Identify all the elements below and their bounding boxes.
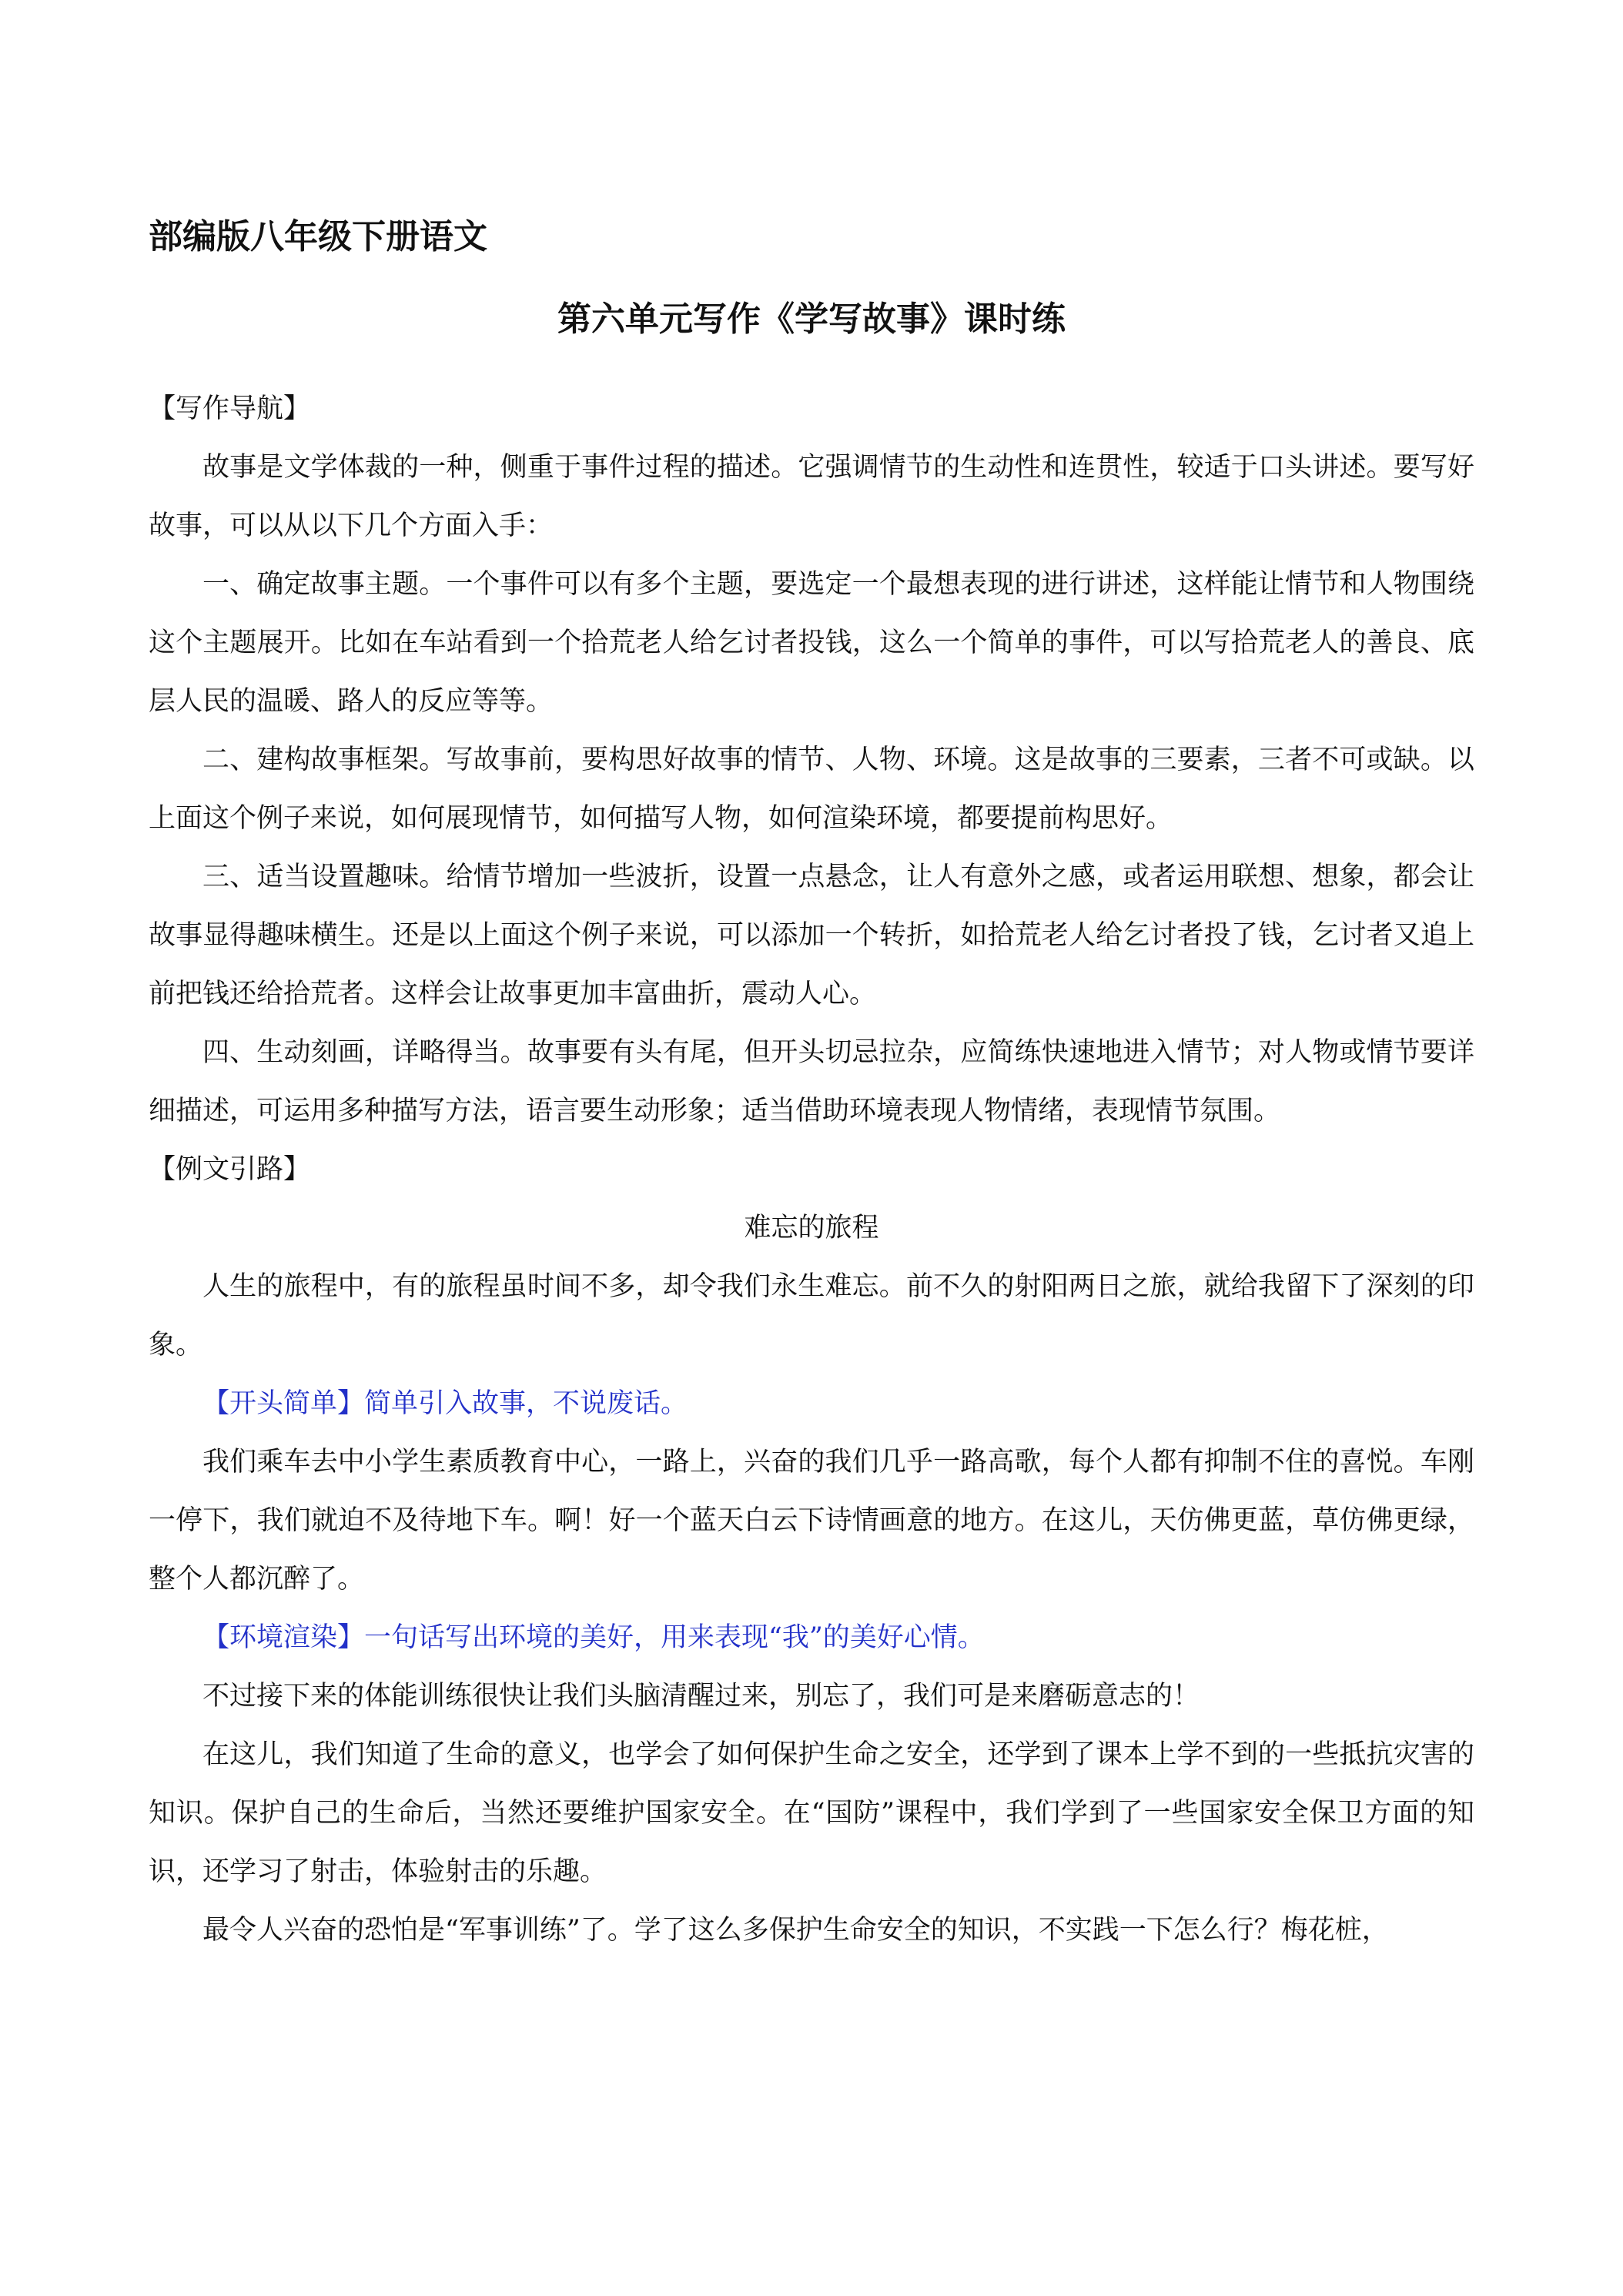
essay-title: 难忘的旅程 [744, 1213, 879, 1243]
annotation-note-1: 【开头简单】简单引入故事，不说废话。 [202, 1388, 688, 1419]
essay-paragraph-2: 我们乘车去中小学生素质教育中心，一路上，兴奋的我们几乎一路高歌，每个人都有抑制不住的喜悦。车刚一停下，我们就迫不及待地下车。啊！好一个蓝天白云下诗情画意的地方。在这儿，天仿佛更蓝，草仿佛更绿，整个人都沉醉了。 [149, 1447, 1474, 1595]
section-heading-example: 【例文引路】 [149, 1154, 311, 1185]
lesson-title: 第六单元写作《学写故事》课时练 [557, 300, 1066, 339]
guide-point-1: 一、确定故事主题。一个事件可以有多个主题，要选定一个最想表现的进行讲述，这样能让情节和人物围绕这个主题展开。比如在车站看到一个拾荒老人给乞讨者投钱，这么一个简单的事件，可以写拾荒老人的善良、底层人民的温暖、路人的反应等等。 [149, 569, 1474, 717]
guide-intro-paragraph: 故事是文学体裁的一种，侧重于事件过程的描述。它强调情节的生动性和连贯性，较适于口头讲述。要写好故事，可以从以下几个方面入手： [149, 452, 1474, 541]
guide-point-2: 二、建构故事框架。写故事前，要构思好故事的情节、人物、环境。这是故事的三要素，三者不可或缺。以上面这个例子来说，如何展现情节，如何描写人物，如何渲染环境，都要提前构思好。 [149, 745, 1474, 834]
essay-paragraph-3: 不过接下来的体能训练很快让我们头脑清醒过来，别忘了，我们可是来磨砺意志的！ [202, 1681, 1200, 1712]
essay-paragraph-1: 人生的旅程中，有的旅程虽时间不多，却令我们永生难忘。前不久的射阳两日之旅，就给我留下了深刻的印象。 [149, 1271, 1474, 1361]
document-body [149, 380, 1474, 1960]
section-heading-guide: 【写作导航】 [149, 393, 311, 424]
annotation-note-2: 【环境渲染】一句话写出环境的美好，用来表现“我”的美好心情。 [202, 1622, 985, 1653]
essay-paragraph-4: 在这儿，我们知道了生命的意义，也学会了如何保护生命之安全，还学到了课本上学不到的一些抵抗灾害的知识。保护自己的生命后，当然还要维护国家安全。在“国防”课程中，我们学到了一些国家安全保卫方面的知识，还学习了射击，体验射击的乐趣。 [149, 1739, 1474, 1887]
guide-point-3: 三、适当设置趣味。给情节增加一些波折，设置一点悬念，让人有意外之感，或者运用联想、想象，都会让故事显得趣味横生。还是以上面这个例子来说，可以添加一个转折，如拾荒老人给乞讨者投了钱，乞讨者又追上前把钱还给拾荒者。这样会让故事更加丰富曲折，震动人心。 [149, 862, 1474, 1009]
essay-paragraph-5: 最令人兴奋的恐怕是“军事训练”了。学了这么多保护生命安全的知识，不实践一下怎么行？梅花桩， [202, 1915, 1389, 1946]
guide-point-4: 四、生动刻画，详略得当。故事要有头有尾，但开头切忌拉杂，应简练快速地进入情节；对人物或情节要详细描述，可运用多种描写方法，语言要生动形象；适当借助环境表现人物情绪，表现情节氛围。 [149, 1037, 1474, 1126]
document-title: 部编版八年级下册语文 [149, 217, 487, 256]
